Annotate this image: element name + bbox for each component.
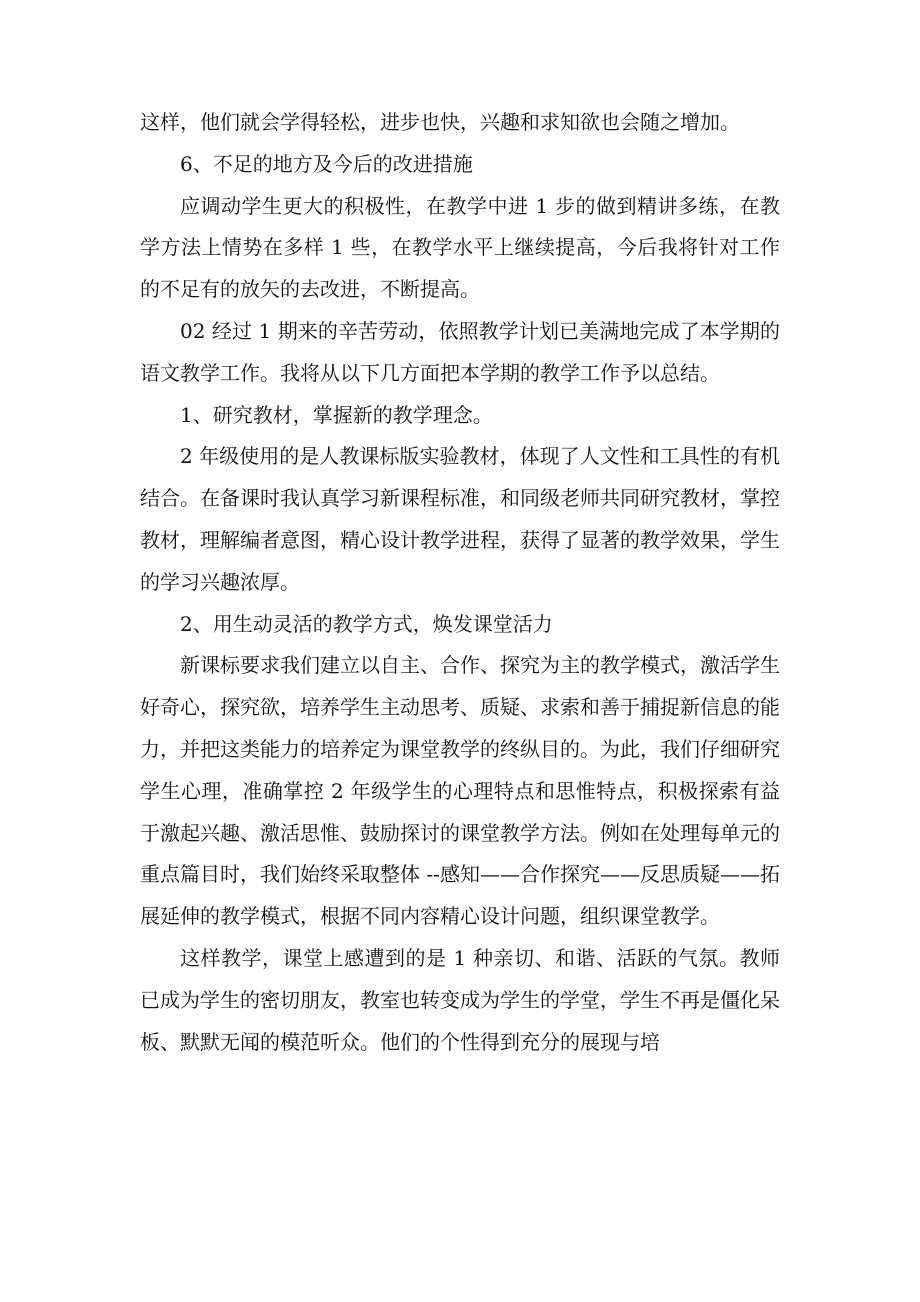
section-heading-teaching-methods: 2、用生动灵活的教学方式，焕发课堂活力 [180,611,553,636]
paragraph-classroom-atmosphere: 这样教学，课堂上感遭到的是 1 种亲切、和谐、活跃的气氛。教师已成为学生的密切朋友，教室也转变成为学生的学堂，学生不再是僵化呆板、默默无闻的模范听众。他们的个性得到充分的展现与培 [140,945,780,1054]
paragraph-teaching-methods: 新课标要求我们建立以自主、合作、探究为主的教学模式，激活学生好奇心，探究欲，培养学生主动思考、质疑、求索和善于捕捉新信息的能力，并把这类能力的培养定为课堂教学的终纵目的。为此，我们仔细研究学生心理，准确掌控 2 年级学生的心理特点和思惟特点，积极探索有益于激起兴趣、激活思惟、鼓励探讨的课堂教学方法。例如在处理每单元的重点篇目时，我们始终采取整体 --感知——合作探究——反思质疑——拓展延伸的教学模式，根据不同内容精心设计问题，组织课堂教学。 [140,653,780,929]
paragraph-improvements: 应调动学生更大的积极性，在教学中进 1 步的做到精讲多练，在教学方法上情势在多样 1 些，在教学水平上继续提高，今后我将针对工作的不足有的放矢的去改进，不断提高。 [140,193,780,302]
paragraph-summary-intro: 02 经过 1 期来的辛苦劳动，依照教学计划已美满地完成了本学期的语文教学工作。我将从以下几方面把本学期的教学工作予以总结。 [140,318,780,385]
section-heading-textbook: 1、研究教材，掌握新的教学理念。 [180,402,493,427]
paragraph-continuation: 这样，他们就会学得轻松，进步也快，兴趣和求知欲也会随之增加。 [140,110,740,134]
section-heading-improvements: 6、不足的地方及今后的改进措施 [180,151,473,176]
paragraph-textbook: 2 年级使用的是人教课标版实验教材，体现了人文性和工具性的有机结合。在备课时我认真学习新课程标准，和同级老师共同研究教材，掌控教材，理解编者意图，精心设计教学进程，获得了显著的教学效果，学生的学习兴趣浓厚。 [140,444,780,594]
document-body [140,102,780,1063]
